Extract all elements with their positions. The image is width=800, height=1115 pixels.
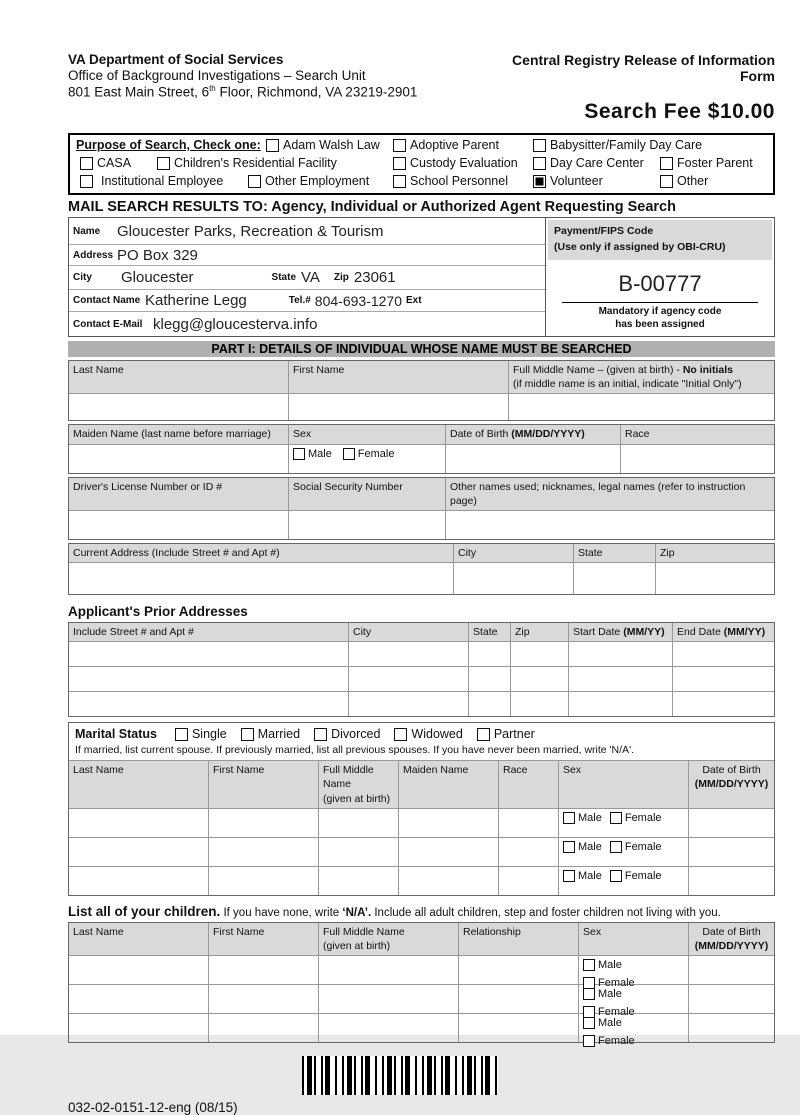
input-cell-first-name[interactable] (209, 838, 319, 866)
female-checkbox[interactable]: Female (610, 840, 662, 855)
payment-fips-line1: Payment/FIPS Code (554, 225, 654, 237)
prior-addresses-heading: Applicant's Prior Addresses (68, 604, 248, 620)
input-cell-end-date[interactable] (673, 667, 774, 691)
purpose-option-foster-parent[interactable]: Foster Parent (660, 156, 753, 170)
header-cell-middle-name: Full Middle Name – (given at birth) - No initials (if middle name is an initial, indicate "Initial Only") (513, 364, 742, 391)
header-cell-sex: Sex (559, 761, 689, 808)
marital-option-divorced[interactable]: Divorced (314, 727, 380, 741)
purpose-option-babysitter[interactable]: Babysitter/Family Day Care (533, 138, 702, 152)
header-cell-state: State (469, 623, 511, 641)
org-office: Office of Background Investigations – Search Unit (68, 68, 366, 84)
marital-note: If married, list current spouse. If previously married, list all previous spouses. If you have never been married, write 'N/A'. (75, 744, 634, 757)
input-cell-city[interactable] (349, 692, 469, 716)
header-cell-zip: Zip (511, 623, 569, 641)
header-cell-city: City (349, 623, 469, 641)
input-cell-ssn[interactable] (289, 511, 446, 539)
input-cell-race[interactable] (499, 867, 559, 895)
part1-banner: PART I: DETAILS OF INDIVIDUAL WHOSE NAME MUST BE SEARCHED (68, 341, 775, 357)
checkbox-box[interactable] (563, 841, 575, 853)
mandatory-note: Mandatory if agency code has been assigned (598, 305, 722, 330)
header-cell-middle-name: Full Middle Name (given at birth) (319, 761, 399, 808)
zip-field[interactable]: 23061 (353, 269, 396, 286)
email-field[interactable]: klegg@gloucesterva.info (153, 315, 318, 333)
header-cell-first-name: First Name (289, 361, 509, 393)
state-label: State (271, 272, 296, 283)
header-cell-ssn: Social Security Number (289, 478, 446, 510)
state-field[interactable]: VA (301, 269, 320, 286)
header-cell-license: Driver's License Number or ID # (69, 478, 289, 510)
purpose-option-school-personnel[interactable]: School Personnel (393, 174, 508, 188)
marital-status-label: Marital Status (75, 727, 157, 742)
input-cell-race[interactable] (499, 838, 559, 866)
input-cell-first-name[interactable] (209, 985, 319, 1013)
prior-addresses-table (68, 622, 775, 717)
male-checkbox[interactable]: Male (583, 1016, 622, 1031)
input-cell-middle-name[interactable] (319, 956, 459, 984)
tel-field[interactable]: 804-693-1270 (314, 292, 402, 309)
input-cell-sex (559, 838, 689, 866)
input-cell-relationship[interactable] (459, 1014, 579, 1042)
header-cell-last-name: Last Name (69, 923, 209, 955)
header-cell-end-date: End Date (MM/YY) (677, 626, 766, 639)
marital-option-married[interactable]: Married (241, 727, 300, 741)
input-cell-other-names[interactable] (446, 511, 774, 539)
input-cell-sex (579, 985, 689, 1018)
input-cell-license[interactable] (69, 511, 289, 539)
input-cell-street[interactable] (69, 667, 349, 691)
checkbox-box[interactable] (393, 139, 406, 152)
input-cell-sex (559, 867, 689, 895)
checkbox-box[interactable] (610, 870, 622, 882)
marital-option-single[interactable]: Single (175, 727, 227, 741)
input-cell-sex (559, 809, 689, 837)
checkbox-box[interactable] (394, 728, 407, 741)
purpose-option-day-care-center[interactable]: Day Care Center (533, 156, 644, 170)
input-cell-zip[interactable] (511, 667, 569, 691)
input-cell-dob[interactable] (689, 838, 774, 866)
checkbox-box[interactable] (533, 157, 546, 170)
purpose-label: Purpose of Search, Check one: (76, 138, 261, 152)
male-checkbox[interactable]: Male (293, 447, 332, 462)
checkbox-box[interactable] (563, 812, 575, 824)
female-checkbox[interactable]: Female (583, 976, 635, 991)
input-cell-zip[interactable] (511, 642, 569, 666)
male-checkbox[interactable]: Male (563, 869, 602, 884)
checkbox-box[interactable] (80, 157, 93, 170)
marital-option-partner[interactable]: Partner (477, 727, 535, 741)
input-cell-maiden-name[interactable] (69, 445, 289, 473)
input-cell-first-name[interactable] (209, 1014, 319, 1042)
input-cell-first-name[interactable] (209, 867, 319, 895)
header-cell-sex: Sex (579, 923, 689, 955)
female-checkbox[interactable]: Female (343, 447, 395, 462)
header-cell-zip: Zip (660, 546, 675, 559)
demographics-table (68, 424, 775, 473)
input-cell-state[interactable] (469, 642, 511, 666)
name-table (68, 360, 775, 421)
checkbox-box[interactable] (314, 728, 327, 741)
header-cell-relationship: Relationship (459, 923, 579, 955)
purpose-option-adam-walsh-law[interactable]: Adam Walsh Law (266, 138, 380, 152)
header-cell-other-names: Other names used; nicknames, legal names (refer to instruction page) (450, 480, 746, 507)
header-cell-current-address: Current Address (Include Street # and Apt #) (69, 544, 454, 562)
checkbox-box[interactable] (80, 175, 93, 188)
header-cell-last-name: Last Name (69, 761, 209, 808)
checkbox-box[interactable] (241, 728, 254, 741)
payment-fips-box (548, 220, 772, 260)
purpose-option-casa[interactable]: CASA (80, 156, 131, 170)
input-cell-street[interactable] (69, 642, 349, 666)
header-cell-first-name: First Name (209, 923, 319, 955)
male-checkbox[interactable]: Male (563, 811, 602, 826)
header-cell-dob: Date of Birth (MM/DD/YYYY) (694, 764, 769, 791)
purpose-of-search-box (68, 133, 775, 195)
checkbox-box[interactable] (157, 157, 170, 170)
checkbox-box[interactable] (477, 728, 490, 741)
input-cell-state[interactable] (469, 692, 511, 716)
header-cell-sex: Sex (289, 425, 446, 443)
input-cell-maiden-name[interactable] (399, 867, 499, 895)
input-cell-end-date[interactable] (673, 692, 774, 716)
header-cell-city: City (454, 544, 574, 562)
input-cell-street[interactable] (69, 692, 349, 716)
input-cell-start-date[interactable] (569, 642, 673, 666)
input-cell-city[interactable] (349, 667, 469, 691)
purpose-option-institutional-employee[interactable]: Institutional Employee (80, 174, 223, 188)
input-cell-last-name[interactable] (69, 838, 209, 866)
name-label: Name (73, 225, 101, 237)
city-field[interactable]: Gloucester (121, 269, 194, 286)
input-cell-middle-name[interactable] (319, 985, 459, 1013)
header-cell-maiden-name: Maiden Name (last name before marriage) (69, 425, 289, 443)
ext-label: Ext (405, 295, 422, 306)
purpose-option-other[interactable]: Other (660, 174, 708, 188)
checkbox-box[interactable] (583, 959, 595, 971)
input-cell-start-date[interactable] (569, 667, 673, 691)
input-cell-sex (579, 1014, 689, 1047)
org-address: 801 East Main Street, 6th Floor, Richmond, VA 23219-2901 (68, 84, 418, 100)
children-heading: List all of your children. If you have none, write ‘N/A’. Include all adult children, step and foster children not living with you. (68, 903, 721, 919)
email-label: Contact E-Mail (73, 318, 143, 330)
input-cell-maiden-name[interactable] (399, 809, 499, 837)
header-cell-street: Include Street # and Apt # (69, 623, 349, 641)
page-header (68, 52, 775, 124)
children-table (68, 922, 775, 1047)
input-cell-dob[interactable] (446, 445, 621, 473)
purpose-option-other-employment[interactable]: Other Employment (248, 174, 369, 188)
male-checkbox[interactable]: Male (563, 840, 602, 855)
input-cell-first-name[interactable] (209, 956, 319, 984)
payment-fips-line2: (Use only if assigned by OBI-CRU) (554, 240, 726, 253)
address-field[interactable]: PO Box 329 (117, 246, 198, 264)
contact-name-label: Contact Name (73, 295, 141, 306)
checkbox-box[interactable] (393, 175, 406, 188)
header-cell-last-name: Last Name (69, 361, 289, 393)
identification-table (68, 477, 775, 540)
checkbox-box[interactable] (533, 139, 546, 152)
search-fee: Search Fee $10.00 (584, 100, 775, 123)
checkbox-box[interactable] (660, 175, 673, 188)
header-cell-dob: Date of Birth (MM/DD/YYYY) (694, 925, 769, 952)
input-cell-city[interactable] (454, 563, 574, 594)
contact-name-field[interactable]: Katherine Legg (145, 292, 247, 309)
tel-label: Tel.# (288, 295, 311, 306)
input-cell-current-address[interactable] (69, 563, 454, 594)
input-cell-last-name[interactable] (69, 394, 289, 420)
input-cell-dob[interactable] (689, 1014, 774, 1042)
purpose-option-custody-evaluation[interactable]: Custody Evaluation (393, 156, 518, 170)
ordinal-sup: th (209, 84, 216, 94)
input-cell-maiden-name[interactable] (399, 838, 499, 866)
org-name: VA Department of Social Services (68, 52, 284, 67)
input-cell-middle-name[interactable] (319, 867, 399, 895)
input-cell-dob[interactable] (689, 809, 774, 837)
form-title: Central Registry Release of Information Form (512, 52, 775, 84)
input-cell-last-name[interactable] (69, 867, 209, 895)
input-cell-middle-name[interactable] (509, 394, 774, 420)
input-cell-last-name[interactable] (69, 956, 209, 984)
female-checkbox[interactable]: Female (610, 811, 662, 826)
name-field[interactable]: Gloucester Parks, Recreation & Tourism (117, 222, 384, 240)
form-number: 032-02-0151-12-eng (08/15) (68, 1100, 238, 1115)
checkbox-box[interactable] (293, 448, 305, 460)
female-checkbox[interactable]: Female (583, 1034, 635, 1049)
current-address-table (68, 543, 775, 595)
checkbox-box[interactable] (660, 157, 673, 170)
female-checkbox[interactable]: Female (583, 1005, 635, 1020)
zip-label: Zip (333, 272, 349, 283)
header-cell-dob: Date of Birth (MM/DD/YYYY) (446, 425, 621, 443)
checkbox-box[interactable] (393, 157, 406, 170)
city-label: City (73, 272, 92, 283)
mail-results-table (68, 217, 775, 337)
header-cell-maiden-name: Maiden Name (399, 761, 499, 808)
input-cell-last-name[interactable] (69, 809, 209, 837)
input-cell-last-name[interactable] (69, 985, 209, 1013)
input-cell-end-date[interactable] (673, 642, 774, 666)
input-cell-relationship[interactable] (459, 956, 579, 984)
agency-code-field[interactable]: B-00777 (618, 270, 702, 296)
input-cell-first-name[interactable] (209, 809, 319, 837)
purpose-option-volunteer[interactable]: Volunteer (533, 174, 603, 188)
input-cell-last-name[interactable] (69, 1014, 209, 1042)
input-cell-state[interactable] (574, 563, 656, 594)
input-cell-dob[interactable] (689, 867, 774, 895)
header-cell-first-name: First Name (209, 761, 319, 808)
checkbox-box[interactable] (583, 1017, 595, 1029)
input-cell-relationship[interactable] (459, 985, 579, 1013)
checkbox-box[interactable] (343, 448, 355, 460)
purpose-option-adoptive-parent[interactable]: Adoptive Parent (393, 138, 499, 152)
barcode (302, 1056, 498, 1095)
checkbox-box[interactable] (266, 139, 279, 152)
input-cell-race[interactable] (621, 445, 774, 473)
input-cell-race[interactable] (499, 809, 559, 837)
checkbox-box[interactable] (583, 988, 595, 1000)
input-cell-start-date[interactable] (569, 692, 673, 716)
checkbox-box[interactable] (583, 1035, 595, 1047)
input-cell-zip[interactable] (511, 692, 569, 716)
checkbox-box[interactable] (248, 175, 261, 188)
input-cell-middle-name[interactable] (319, 1014, 459, 1042)
checkbox-box[interactable] (175, 728, 188, 741)
input-cell-dob[interactable] (689, 956, 774, 984)
input-cell-middle-name[interactable] (319, 809, 399, 837)
input-cell-sex (579, 956, 689, 989)
female-checkbox[interactable]: Female (610, 869, 662, 884)
header-cell-start-date: Start Date (MM/YY) (569, 623, 673, 641)
input-cell-sex (289, 445, 446, 473)
checkbox-box-checked[interactable] (533, 175, 546, 188)
checkbox-box[interactable] (563, 870, 575, 882)
marital-option-widowed[interactable]: Widowed (394, 727, 462, 741)
header-cell-state: State (574, 544, 656, 562)
purpose-option-childrens-residential[interactable]: Children's Residential Facility (157, 156, 337, 170)
header-cell-race: Race (499, 761, 559, 808)
address-label: Address (73, 249, 114, 261)
input-cell-middle-name[interactable] (319, 838, 399, 866)
male-checkbox[interactable]: Male (583, 987, 622, 1002)
mail-results-heading: MAIL SEARCH RESULTS TO: Agency, Individual or Authorized Agent Requesting Search (68, 199, 676, 215)
header-cell-middle-name: Full Middle Name (given at birth) (319, 923, 459, 955)
checkbox-box[interactable] (610, 841, 622, 853)
input-cell-zip[interactable] (656, 563, 774, 594)
header-cell-race: Race (625, 428, 650, 441)
input-cell-city[interactable] (349, 642, 469, 666)
male-checkbox[interactable]: Male (583, 958, 622, 973)
spouse-table (69, 760, 774, 895)
checkbox-box[interactable] (610, 812, 622, 824)
marital-section (68, 722, 775, 896)
input-cell-first-name[interactable] (289, 394, 509, 420)
input-cell-state[interactable] (469, 667, 511, 691)
input-cell-dob[interactable] (689, 985, 774, 1013)
